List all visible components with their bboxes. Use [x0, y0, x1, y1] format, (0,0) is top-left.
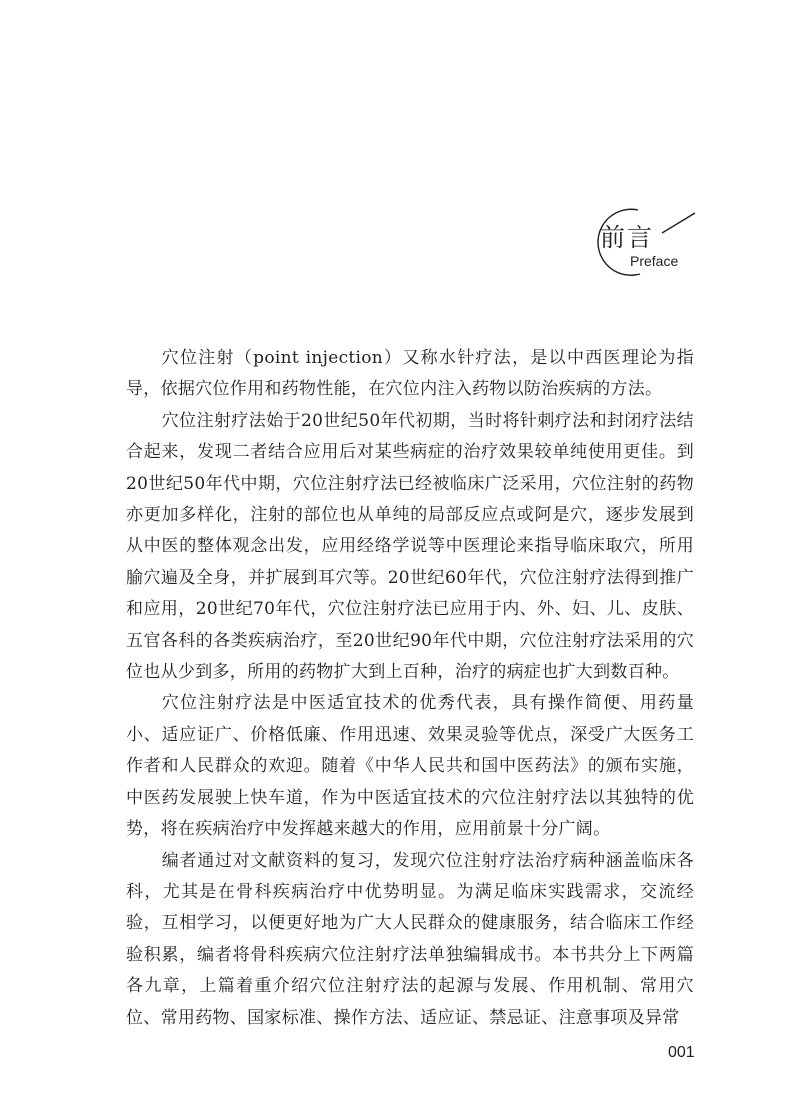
page-number: 001 — [668, 1044, 695, 1061]
preface-title-english: Preface — [630, 253, 679, 269]
paragraph-2: 穴位注射疗法始于20世纪50年代初期，当时将针刺疗法和封闭疗法结合起来，发现二者结合应用后对某些病症的治疗效果较单纯使用更佳。到20世纪50年代中期，穴位注射疗法已经被临床广泛采用，穴位注射的药物亦更加多样化，注射的部位也从单纯的局部反应点或阿是穴，逐步发展到从中医的整体观念出发，应用经络学说等中医理论来指导临床取穴，所用腧穴遍及全身，并扩展到耳穴等。20世纪60年代，穴位注射疗法得到推广和应用，20世纪70年代，穴位注射疗法已应用于内、外、妇、儿、皮肤、五官各科的各类疾病治疗，至20世纪90年代中期，穴位注射疗法采用的穴位也从少到多，所用的药物扩大到上百种，治疗的病症也扩大到数百种。 — [126, 410, 694, 683]
paragraph-4: 编者通过对文献资料的复习，发现穴位注射疗法治疗病种涵盖临床各科，尤其是在骨科疾病治疗中优势明显。为满足临床实践需求，交流经验，互相学习，以便更好地为广大人民群众的健康服务，结合临床工作经验积累，编者将骨科疾病穴位注射疗法单独编辑成书。本书共分上下两篇各九章，上篇着重介绍穴位注射疗法的起源与发展、作用机制、常用穴位、常用药物、国家标准、操作方法、适应证、禁忌证、注意事项及异常 — [126, 850, 694, 1028]
preface-body — [126, 343, 694, 1034]
preface-title-chinese: 前言 — [600, 223, 655, 252]
paragraph-3: 穴位注射疗法是中医适宜技术的优秀代表，具有操作简便、用药量小、适应证广、价格低廉、作用迅速、效果灵验等优点，深受广大医务工作者和人民群众的欢迎。随着《中华人民共和国中医药法》的颁布实施，中医药发展驶上快车道，作为中医适宜技术的穴位注射疗法以其独特的优势，将在疾病治疗中发挥越来越大的作用，应用前景十分广阔。 — [126, 693, 694, 840]
preface-header-mark — [578, 206, 698, 278]
paragraph-1: 穴位注射（point injection）又称水针疗法，是以中西医理论为指导，依据穴位作用和药物性能，在穴位内注入药物以防治疾病的方法。 — [126, 348, 694, 400]
